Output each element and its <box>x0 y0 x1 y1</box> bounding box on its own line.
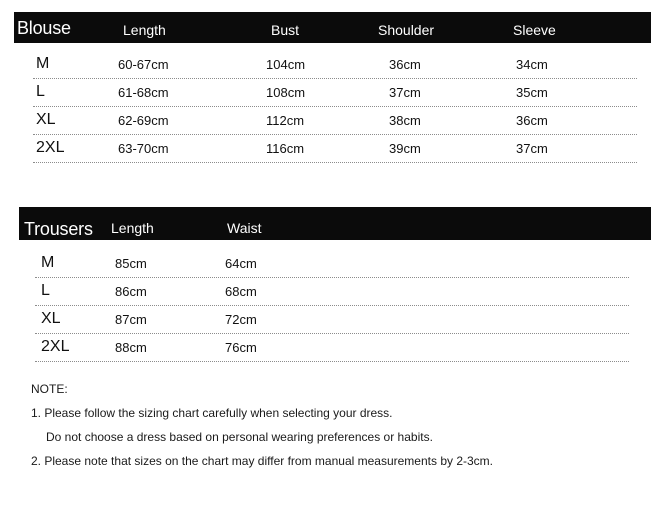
size-cell: XL <box>41 310 61 327</box>
trousers-header-bar <box>19 207 651 240</box>
blouse-col-sleeve: Sleeve <box>513 22 556 38</box>
blouse-header-bar <box>14 12 651 43</box>
sleeve-cell: 36cm <box>516 113 548 128</box>
table-row <box>33 50 637 79</box>
trousers-title: Trousers <box>24 219 93 239</box>
table-row <box>33 106 637 135</box>
sleeve-cell: 35cm <box>516 85 548 100</box>
size-cell: 2XL <box>36 139 65 156</box>
length-cell: 88cm <box>115 340 147 355</box>
sleeve-cell: 34cm <box>516 57 548 72</box>
sleeve-cell: 37cm <box>516 141 548 156</box>
size-cell: XL <box>36 111 56 128</box>
blouse-title: Blouse <box>17 18 71 38</box>
length-cell: 87cm <box>115 312 147 327</box>
shoulder-cell: 36cm <box>389 57 421 72</box>
length-cell: 60-67cm <box>118 57 169 72</box>
length-cell: 86cm <box>115 284 147 299</box>
table-row <box>35 249 629 278</box>
shoulder-cell: 39cm <box>389 141 421 156</box>
table-row <box>33 134 637 163</box>
table-row <box>35 277 629 306</box>
length-cell: 61-68cm <box>118 85 169 100</box>
length-cell: 63-70cm <box>118 141 169 156</box>
note-line-2: 2. Please note that sizes on the chart may differ from manual measurements by 2-3cm. <box>31 454 493 468</box>
trousers-col-waist: Waist <box>227 220 262 236</box>
blouse-col-shoulder: Shoulder <box>378 22 435 38</box>
waist-cell: 76cm <box>225 340 257 355</box>
size-cell: L <box>41 282 50 299</box>
blouse-col-length: Length <box>123 22 166 38</box>
size-cell: M <box>41 254 55 271</box>
bust-cell: 108cm <box>266 85 306 100</box>
waist-cell: 68cm <box>225 284 257 299</box>
table-row <box>35 305 629 334</box>
waist-cell: 64cm <box>225 256 257 271</box>
note-line-1: 1. Please follow the sizing chart carefully when selecting your dress. <box>31 406 393 420</box>
table-row <box>35 333 629 362</box>
blouse-col-bust: Bust <box>271 22 300 38</box>
table-row <box>33 78 637 107</box>
notes-heading: NOTE: <box>31 382 68 396</box>
bust-cell: 104cm <box>266 57 306 72</box>
length-cell: 85cm <box>115 256 147 271</box>
length-cell: 62-69cm <box>118 113 169 128</box>
note-line-1b: Do not choose a dress based on personal wearing preferences or habits. <box>46 430 433 444</box>
size-cell: M <box>36 55 50 72</box>
size-cell: 2XL <box>41 338 70 355</box>
bust-cell: 112cm <box>266 113 305 128</box>
shoulder-cell: 38cm <box>389 113 421 128</box>
waist-cell: 72cm <box>225 312 257 327</box>
size-cell: L <box>36 83 45 100</box>
shoulder-cell: 37cm <box>389 85 421 100</box>
trousers-col-length: Length <box>111 220 154 236</box>
bust-cell: 116cm <box>266 141 305 156</box>
